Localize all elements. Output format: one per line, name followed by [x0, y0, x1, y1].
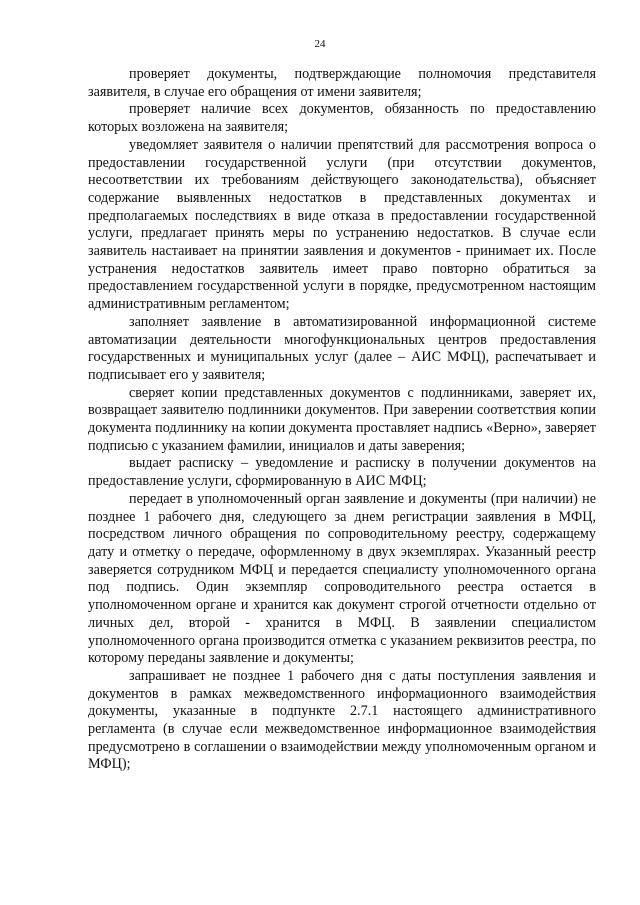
paragraph-7: передает в уполномоченный орган заявление и документы (при наличии) не позднее 1 рабочего дня, следующего за днем регистрации заявления в МФЦ, посредством личного обращения по сопроводительному реестру, содержащему дату и отметку о передаче, оформленному в двух экземплярах. Указанный реестр заверяется сотрудником МФЦ и передается специалисту уполномоченного органа под подпись. Один экземпляр сопроводительного реестра остается в уполномоченном органе и хранится как документ строгой отчетности отдельно от личных дел, второй - хранится в МФЦ. В заявлении специалистом уполномоченного органа производится отметка с указанием реквизитов реестра, по которому переданы заявление и документы; — [88, 490, 596, 667]
paragraph-2: проверяет наличие всех документов, обязанность по предоставлению которых возложена на заявителя; — [88, 101, 596, 136]
paragraph-6: выдает расписку – уведомление и расписку в получении документов на предоставление услуги, сформированную в АИС МФЦ; — [88, 455, 596, 490]
paragraph-8: запрашивает не позднее 1 рабочего дня с даты поступления заявления и документов в рамках межведомственного информационного взаимодействия документы, указанные в подпункте 2.7.1 настоящего административного регламента (в случае если межведомственное информационное взаимодействия предусмотрено в соглашении о взаимодействии между уполномоченным органом и МФЦ); — [88, 667, 596, 773]
paragraph-1: проверяет документы, подтверждающие полномочия представителя заявителя, в случае его обращения от имени заявителя; — [88, 66, 596, 100]
paragraph-3: уведомляет заявителя о наличии препятствий для рассмотрения вопроса о предоставлении государственной услуги (при отсутствии документов, несоответствии их требованиям действующего законодательства), объясняет содержание выявленных недостатков в представленных документах и предполагаемых последствиях в виде отказа в предоставлении государственной услуги, предлагает принять меры по устранению недостатков. В случае если заявитель настаивает на принятии заявления и документов - принимает их. После устранения недостатков заявитель имеет право повторно обратиться за предоставлением государственной услуги в порядке, предусмотренном настоящим административным регламентом; — [88, 136, 596, 313]
paragraph-5: сверяет копии представленных документов с подлинниками, заверяет их, возвращает заявителю подлинники документов. При заверении соответствия копии документа подлиннику на копии документа проставляет надпись «Верно», заверяет подписью с указанием фамилии, инициалов и даты заверения; — [88, 384, 596, 454]
page-number: 24 — [314, 38, 326, 50]
document-body — [88, 66, 596, 774]
paragraph-4: заполняет заявление в автоматизированной информационной системе автоматизации деятельности многофункциональных центров предоставления государственных и муниципальных услуг (далее – АИС МФЦ), распечатывает и подписывает его у заявителя; — [88, 313, 596, 383]
